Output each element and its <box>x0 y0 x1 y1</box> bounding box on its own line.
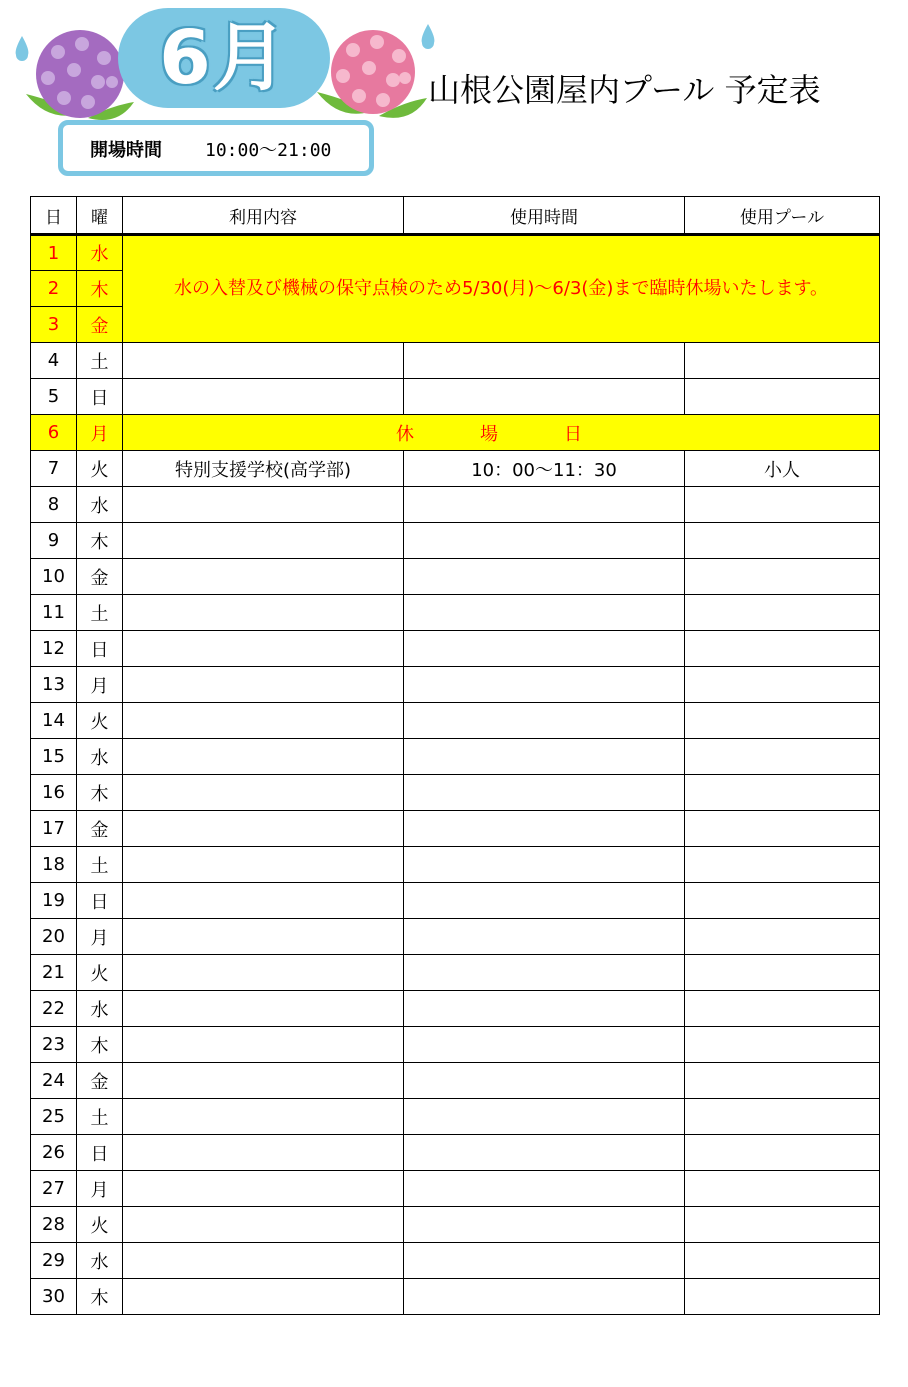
weekday-cell: 水 <box>77 1243 123 1279</box>
time-cell <box>404 631 685 667</box>
time-cell <box>404 667 685 703</box>
content-cell <box>123 1063 404 1099</box>
table-row <box>31 1243 880 1279</box>
content-cell <box>123 955 404 991</box>
weekday-cell: 土 <box>77 1099 123 1135</box>
pool-cell <box>685 1027 880 1063</box>
time-cell <box>404 379 685 415</box>
pool-cell <box>685 1243 880 1279</box>
weekday-cell: 土 <box>77 595 123 631</box>
time-cell <box>404 811 685 847</box>
weekday-cell: 木 <box>77 775 123 811</box>
pool-cell <box>685 1171 880 1207</box>
content-cell <box>123 991 404 1027</box>
closure-notice: 水の入替及び機械の保守点検のため5/30(月)〜6/3(金)まで臨時休場いたします。 <box>123 235 880 343</box>
content-cell <box>123 1135 404 1171</box>
time-cell <box>404 1243 685 1279</box>
content-cell <box>123 1207 404 1243</box>
day-cell: 14 <box>31 703 77 739</box>
day-cell: 7 <box>31 451 77 487</box>
table-row <box>31 631 880 667</box>
pool-cell <box>685 775 880 811</box>
weekday-cell: 土 <box>77 343 123 379</box>
time-cell <box>404 1279 685 1315</box>
day-cell: 13 <box>31 667 77 703</box>
pool-cell <box>685 703 880 739</box>
time-cell <box>404 1135 685 1171</box>
content-cell <box>123 1027 404 1063</box>
content-cell <box>123 1279 404 1315</box>
pool-cell <box>685 1207 880 1243</box>
table-row <box>31 487 880 523</box>
day-cell: 24 <box>31 1063 77 1099</box>
weekday-cell: 月 <box>77 667 123 703</box>
pool-cell <box>685 919 880 955</box>
day-cell: 20 <box>31 919 77 955</box>
content-cell <box>123 811 404 847</box>
time-cell <box>404 523 685 559</box>
table-row <box>31 775 880 811</box>
column-header-pool: 使用プール <box>685 197 880 235</box>
weekday-cell: 日 <box>77 1135 123 1171</box>
day-cell: 5 <box>31 379 77 415</box>
time-cell <box>404 595 685 631</box>
pool-cell <box>685 1063 880 1099</box>
time-cell <box>404 991 685 1027</box>
table-row <box>31 1171 880 1207</box>
time-cell <box>404 703 685 739</box>
pool-cell <box>685 487 880 523</box>
day-cell: 8 <box>31 487 77 523</box>
closed-day-label: 休 場 日 <box>123 415 880 451</box>
day-cell: 27 <box>31 1171 77 1207</box>
weekday-cell: 金 <box>77 307 123 343</box>
time-cell <box>404 883 685 919</box>
pool-cell <box>685 847 880 883</box>
weekday-cell: 日 <box>77 883 123 919</box>
content-cell <box>123 667 404 703</box>
weekday-cell: 水 <box>77 991 123 1027</box>
table-row <box>31 1099 880 1135</box>
table-row <box>31 739 880 775</box>
pool-cell <box>685 523 880 559</box>
table-row <box>31 523 880 559</box>
time-cell: 10：00〜11：30 <box>404 451 685 487</box>
day-cell: 9 <box>31 523 77 559</box>
pool-cell <box>685 559 880 595</box>
content-cell <box>123 775 404 811</box>
day-cell: 21 <box>31 955 77 991</box>
table-row <box>31 811 880 847</box>
day-cell: 3 <box>31 307 77 343</box>
day-cell: 1 <box>31 235 77 271</box>
pool-cell <box>685 343 880 379</box>
pool-cell <box>685 739 880 775</box>
content-cell <box>123 847 404 883</box>
pool-cell <box>685 811 880 847</box>
weekday-cell: 月 <box>77 919 123 955</box>
pool-cell <box>685 379 880 415</box>
table-row <box>31 703 880 739</box>
page-title: 山根公園屋内プール 予定表 <box>428 71 821 109</box>
column-header-time: 使用時間 <box>404 197 685 235</box>
day-cell: 11 <box>31 595 77 631</box>
content-cell <box>123 343 404 379</box>
time-cell <box>404 955 685 991</box>
weekday-cell: 金 <box>77 811 123 847</box>
weekday-cell: 金 <box>77 559 123 595</box>
pool-cell <box>685 1279 880 1315</box>
pool-cell <box>685 1099 880 1135</box>
content-cell <box>123 523 404 559</box>
time-cell <box>404 847 685 883</box>
time-cell <box>404 1099 685 1135</box>
weekday-cell: 月 <box>77 1171 123 1207</box>
weekday-cell: 火 <box>77 703 123 739</box>
content-cell <box>123 919 404 955</box>
day-cell: 17 <box>31 811 77 847</box>
table-row <box>31 595 880 631</box>
content-cell <box>123 883 404 919</box>
day-cell: 6 <box>31 415 77 451</box>
day-cell: 29 <box>31 1243 77 1279</box>
time-cell <box>404 1207 685 1243</box>
time-cell <box>404 559 685 595</box>
table-row <box>31 451 880 487</box>
day-cell: 19 <box>31 883 77 919</box>
content-cell <box>123 1171 404 1207</box>
day-cell: 16 <box>31 775 77 811</box>
pool-cell <box>685 667 880 703</box>
day-cell: 18 <box>31 847 77 883</box>
content-cell <box>123 379 404 415</box>
day-cell: 10 <box>31 559 77 595</box>
table-row <box>31 415 880 451</box>
day-cell: 4 <box>31 343 77 379</box>
time-cell <box>404 739 685 775</box>
table-row <box>31 343 880 379</box>
weekday-cell: 木 <box>77 1027 123 1063</box>
content-cell <box>123 559 404 595</box>
pool-cell <box>685 883 880 919</box>
time-cell <box>404 1027 685 1063</box>
table-row <box>31 1135 880 1171</box>
weekday-cell: 木 <box>77 271 123 307</box>
raindrop-icon <box>14 36 30 62</box>
weekday-cell: 火 <box>77 451 123 487</box>
table-row <box>31 955 880 991</box>
content-cell <box>123 703 404 739</box>
pool-cell <box>685 595 880 631</box>
pool-cell <box>685 1135 880 1171</box>
day-cell: 2 <box>31 271 77 307</box>
hydrangea-pink-icon <box>315 22 429 126</box>
time-cell <box>404 343 685 379</box>
weekday-cell: 木 <box>77 523 123 559</box>
table-header-row <box>31 197 880 235</box>
weekday-cell: 月 <box>77 415 123 451</box>
table-row <box>31 1027 880 1063</box>
month-label: 6月 <box>159 15 289 101</box>
page-header <box>0 0 908 195</box>
time-cell <box>404 919 685 955</box>
day-cell: 12 <box>31 631 77 667</box>
opening-hours-label: 開場時間 <box>90 140 162 161</box>
schedule-table <box>30 196 880 1315</box>
day-cell: 25 <box>31 1099 77 1135</box>
pool-cell <box>685 955 880 991</box>
content-cell <box>123 631 404 667</box>
time-cell <box>404 1171 685 1207</box>
content-cell <box>123 1099 404 1135</box>
content-cell <box>123 487 404 523</box>
table-row <box>31 1063 880 1099</box>
weekday-cell: 木 <box>77 1279 123 1315</box>
table-row <box>31 1207 880 1243</box>
content-cell <box>123 739 404 775</box>
column-header-day: 日 <box>31 197 77 235</box>
day-cell: 30 <box>31 1279 77 1315</box>
pool-cell <box>685 631 880 667</box>
weekday-cell: 水 <box>77 235 123 271</box>
table-row <box>31 379 880 415</box>
content-cell <box>123 595 404 631</box>
weekday-cell: 日 <box>77 631 123 667</box>
content-cell <box>123 1243 404 1279</box>
column-header-weekday: 曜 <box>77 197 123 235</box>
raindrop-icon <box>420 24 436 50</box>
pool-cell: 小人 <box>685 451 880 487</box>
column-header-content: 利用内容 <box>123 197 404 235</box>
weekday-cell: 火 <box>77 955 123 991</box>
day-cell: 28 <box>31 1207 77 1243</box>
table-row <box>31 883 880 919</box>
content-cell: 特別支援学校(高学部) <box>123 451 404 487</box>
weekday-cell: 金 <box>77 1063 123 1099</box>
day-cell: 15 <box>31 739 77 775</box>
pool-cell <box>685 991 880 1027</box>
table-row <box>31 1279 880 1315</box>
opening-hours-value: 10:00〜21:00 <box>205 140 332 161</box>
weekday-cell: 日 <box>77 379 123 415</box>
table-row <box>31 991 880 1027</box>
table-row <box>31 235 880 271</box>
time-cell <box>404 775 685 811</box>
day-cell: 23 <box>31 1027 77 1063</box>
table-row <box>31 919 880 955</box>
weekday-cell: 水 <box>77 739 123 775</box>
table-row <box>31 559 880 595</box>
weekday-cell: 水 <box>77 487 123 523</box>
table-row <box>31 847 880 883</box>
day-cell: 26 <box>31 1135 77 1171</box>
day-cell: 22 <box>31 991 77 1027</box>
weekday-cell: 土 <box>77 847 123 883</box>
weekday-cell: 火 <box>77 1207 123 1243</box>
time-cell <box>404 487 685 523</box>
time-cell <box>404 1063 685 1099</box>
table-row <box>31 667 880 703</box>
